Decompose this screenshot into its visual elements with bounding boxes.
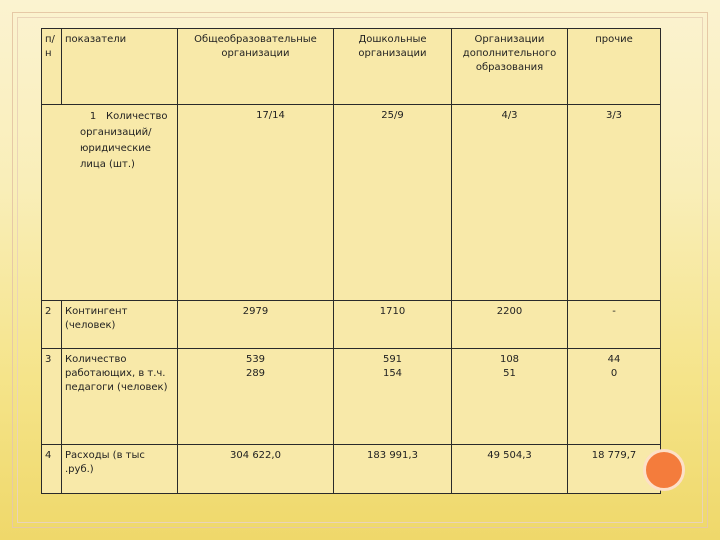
header-num: п/н — [42, 29, 62, 105]
row-3-general: 539 289 — [178, 349, 334, 445]
row-3-label: Количество работающих, в т.ч. педагоги (человек) — [62, 349, 178, 445]
row-1-num: 1 — [89, 111, 97, 122]
table-row — [42, 105, 661, 301]
row-1-other: 3/3 — [568, 105, 661, 301]
row-3-additional: 108 51 — [452, 349, 568, 445]
row-3-other: 44 0 — [568, 349, 661, 445]
row-2-num: 2 — [42, 301, 62, 349]
header-general-organizations: Общеобразовательные организации — [178, 29, 334, 105]
table-row — [42, 301, 661, 349]
row-2-preschool: 1710 — [334, 301, 452, 349]
row-1-label-cell — [42, 105, 178, 301]
header-row — [42, 29, 661, 105]
row-4-general: 304 622,0 — [178, 445, 334, 494]
row-4-other: 18 779,7 — [568, 445, 661, 494]
row-1-label: Количество организаций/ юридические лица (шт.) — [80, 111, 168, 170]
row-2-additional: 2200 — [452, 301, 568, 349]
table-row — [42, 445, 661, 494]
row-2-general: 2979 — [178, 301, 334, 349]
header-additional-education: Организации дополнительного образования — [452, 29, 568, 105]
header-preschool-organizations: Дошкольные организации — [334, 29, 452, 105]
decorative-circle — [643, 449, 685, 491]
row-1-preschool: 25/9 — [334, 105, 452, 301]
row-2-other: - — [568, 301, 661, 349]
header-other: прочие — [568, 29, 661, 105]
row-3-num: 3 — [42, 349, 62, 445]
header-indicators: показатели — [62, 29, 178, 105]
statistics-table — [41, 28, 661, 494]
row-1-general: 17/14 — [178, 105, 334, 301]
row-2-label: Контингент (человек) — [62, 301, 178, 349]
row-1-additional: 4/3 — [452, 105, 568, 301]
row-4-label: Расходы (в тыс .руб.) — [62, 445, 178, 494]
table-row — [42, 349, 661, 445]
row-4-preschool: 183 991,3 — [334, 445, 452, 494]
row-4-additional: 49 504,3 — [452, 445, 568, 494]
row-3-preschool: 591 154 — [334, 349, 452, 445]
row-4-num: 4 — [42, 445, 62, 494]
